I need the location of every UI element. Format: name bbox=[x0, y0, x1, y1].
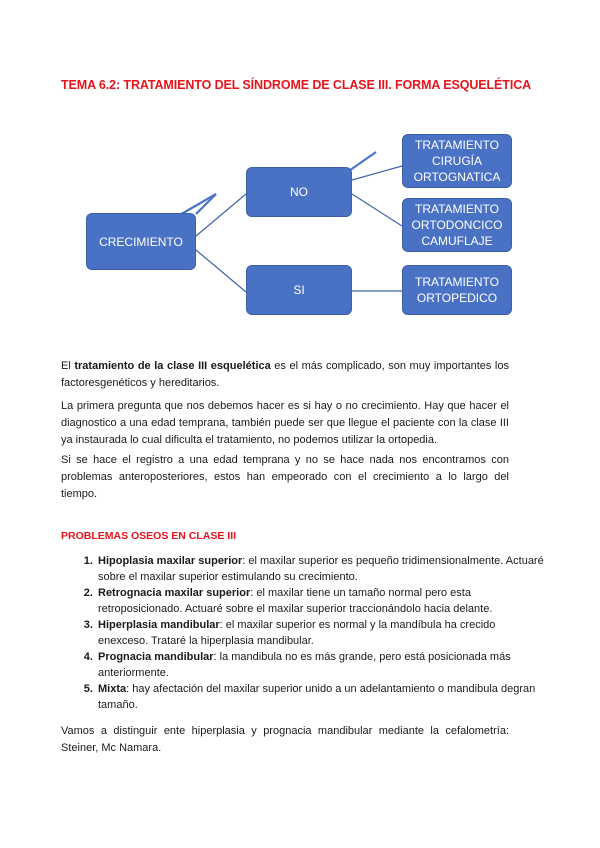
paragraph-cefalometria: Vamos a distinguir ente hiperplasia y prognacia mandibular mediante la cefalometría: Steiner, Mc Namara. bbox=[61, 725, 509, 754]
connector-no-t2 bbox=[352, 194, 402, 226]
paragraph-crecimiento: La primera pregunta que nos debemos hacer es si hay o no crecimiento. Hay que hacer el diagnostico a una edad temprana, también puede ser que llegue el paciente con la clase III ya instaurada lo cual dificulta el tratamiento, no podemos utilizar la ortopedia. bbox=[61, 400, 509, 446]
paragraph-registro: Si se hace el registro a una edad temprana y no se hace nada nos encontramos con problemas anteroposteriores, estos han empeorado con el crecimiento a lo largo del tiempo. bbox=[61, 454, 509, 500]
tratamiento-ortodoncico-node: TRATAMIENTO ORTODONCICO CAMUFLAJE bbox=[402, 198, 512, 252]
list-item: 1. Hipoplasia maxilar superior: el maxilar superior es pequeño tridimensionalmente. Actuaré sobre el maxilar superior estimulando su crecimiento. bbox=[96, 553, 546, 585]
tratamiento-cirugia-node: TRATAMIENTO CIRUGÍA ORTOGNATICA bbox=[402, 134, 512, 188]
problems-list bbox=[61, 553, 546, 713]
tratamiento-ortopedico-node: TRATAMIENTO ORTOPEDICO bbox=[402, 265, 512, 315]
section-title: PROBLEMAS OSEOS EN CLASE III bbox=[61, 530, 237, 542]
list-item: 4. Prognacia mandibular: la mandibula no es más grande, pero está posicionada más anteriormente. bbox=[96, 649, 546, 681]
si-node: SI bbox=[246, 265, 352, 315]
list-item: 2. Retrognacia maxilar superior: el maxilar tiene un tamaño normal pero esta retroposicionado. Actuaré sobre el maxilar superior traccionándolo hacia delante. bbox=[96, 585, 546, 617]
connector-no-t1 bbox=[352, 166, 402, 180]
connector-crecimiento-si bbox=[196, 250, 246, 292]
page-title: TEMA 6.2: TRATAMIENTO DEL SÍNDROME DE CLASE III. FORMA ESQUELÉTICA bbox=[61, 78, 532, 92]
list-item: 5. Mixta: hay afectación del maxilar superior unido a un adelantamiento o mandibula degran tamaño. bbox=[96, 681, 546, 713]
list-item: 3. Hiperplasia mandibular: el maxilar superior es normal y la mandíbula ha crecido enexceso. Trataré la hiperplasia mandibular. bbox=[96, 617, 546, 649]
paragraph-intro: El tratamiento de la clase III esquelética es el más complicado, son muy importantes los factoresgenéticos y hereditarios. bbox=[61, 360, 509, 389]
no-node: NO bbox=[246, 167, 352, 217]
crecimiento-node: CRECIMIENTO bbox=[86, 213, 196, 270]
